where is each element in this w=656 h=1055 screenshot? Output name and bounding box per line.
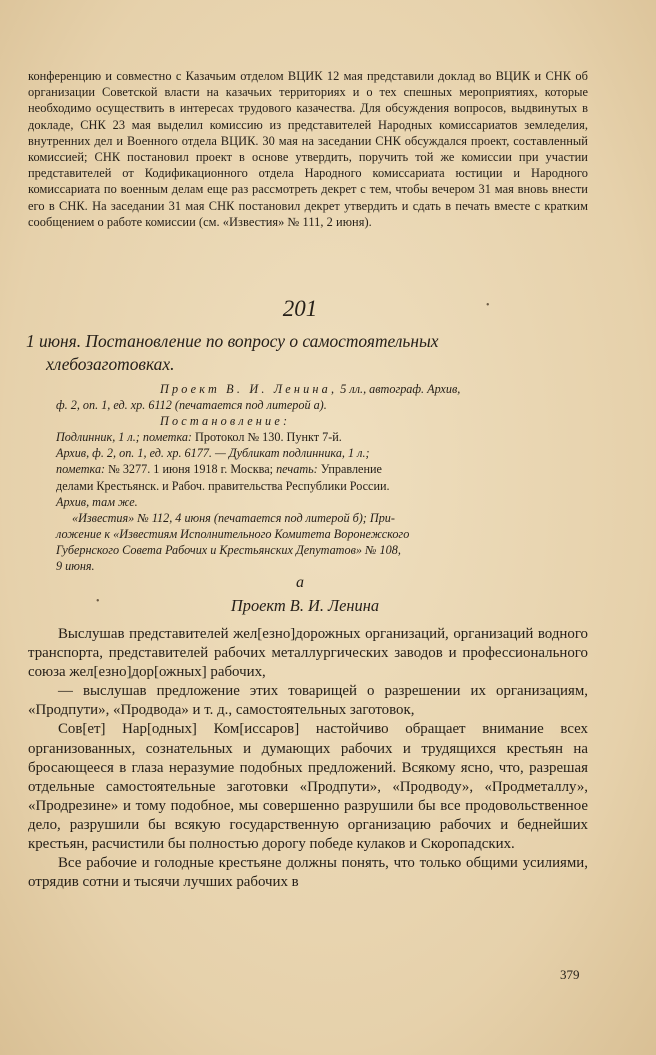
source-line: Архив, ф. 2, оп. 1, ед. хр. 6177. — Дубликат подлинника, 1 л.; [56,446,370,461]
source-text: № 3277. 1 июня 1918 г. Москва; [105,462,274,477]
source-line: ложение к «Известиям Исполнительного Комитета Воронежского [56,526,410,541]
document-title-line-2: хлебозаготовках. [46,353,175,374]
main-paragraph: Сов[ет] Нар[одных] Ком[иссаров] настойчиво обращает внимание всех организованных, сознательных и думающих рабочих и трудящихся крестьян на бросающееся в глаза неразумие подобных предложений. Всякому ясно, что, разрешая отдельные самостоятельные заготовки «Продпути», «Продводу», «Продметаллу», «Продрезине» и тому подобное, мы совершенно разрушили бы все продовольственное дело, разрушили бы всякую государственную организацию рабочих и беднейших крестьян, расчистили бы полностью дорогу победе кулаков и Скоропадских. [28,721,588,853]
paper-speck: • [96,596,100,607]
source-text: Протокол № 130. Пункт 7-й. [192,430,342,445]
archival-sources [56,381,586,574]
source-text: Управление [317,462,382,477]
source-spaced-text: Проект В. И. Ленина, [160,382,338,396]
intro-paragraph: конференцию и совместно с Казачьим отделом ВЦИК 12 мая представили доклад во ВЦИК и СНК об организации Советской власти на казачьих территориях и о тех спешных мероприятиях, которые необходимо осуществить в интересах трудового казачества. Для обсуждения вопросов, выдвинутых в докладе, СНК 23 мая выделил комиссию из представителей Народных комиссариатов земледелия, внутренних дел и Военного отдела ВЦИК. 30 мая на заседании СНК обсуждался проект, составленный комиссией; СНК постановил проект в основе утвердить, поручить той же комиссии при участии представителей от Кодификационного отдела Народного комиссариата юстиции и Народного комиссариата по военным делам еще раз рассмотреть декрет с тем, чтобы вечером 31 мая вновь внести его в СНК. На заседании 31 мая СНК постановил декрет утвердить и сдать в печать вместе с кратким сообщением о работе комиссии (см. «Известия» № 111, 2 июня). [28,69,588,229]
main-text [28,625,588,892]
source-text: печать: [273,462,318,477]
draft-title: Проект В. И. Ленина [230,596,380,615]
document-title-line-1: 1 июня. Постановление по вопросу о самостоятельных [26,331,439,351]
document-number: 201 [282,296,318,321]
paper-speck: • [486,300,490,311]
source-line: «Известия» № 112, 4 июня (печатается под литерой б); При- [72,510,395,525]
source-text: Подлинник, 1 л.; пометка: [56,430,192,445]
source-line [56,413,586,429]
section-letter: а [296,574,304,591]
source-line: ф. 2, оп. 1, ед. хр. 6112 (печатается под литерой а). [56,398,327,413]
source-line: 9 июня. [56,559,95,574]
source-line: делами Крестьянск. и Рабоч. правительства Республики России. [56,478,390,493]
main-paragraph: Все рабочие и голодные крестьяне должны понять, что только общими усилиями, отрядив сотни и тысячи лучших рабочих в [28,855,588,891]
source-spaced-text: Постановление: [160,414,291,429]
source-line [56,429,586,445]
page-number: 379 [560,967,580,982]
source-line: Архив, там же. [56,494,138,509]
document-title [26,330,586,375]
main-paragraph: — выслушав предложение этих товарищей о разрешении их организациям, «Продпути», «Продвода» и т. д., самостоятельных заготовок, [28,683,588,719]
source-line [56,461,586,477]
source-text: 5 лл., автограф. Архив, [337,382,461,396]
main-paragraph: Выслушав представителей жел[езно]дорожных организаций, организаций водного транспорта, представителей рабочих металлургических заводов и профессионального союза жел[езно]дор[ожных] рабочих, [28,626,588,681]
source-line [56,381,586,397]
source-text: пометка: [56,462,106,477]
source-line: Губернского Совета Рабочих и Крестьянских Депутатов» № 108, [56,542,401,557]
